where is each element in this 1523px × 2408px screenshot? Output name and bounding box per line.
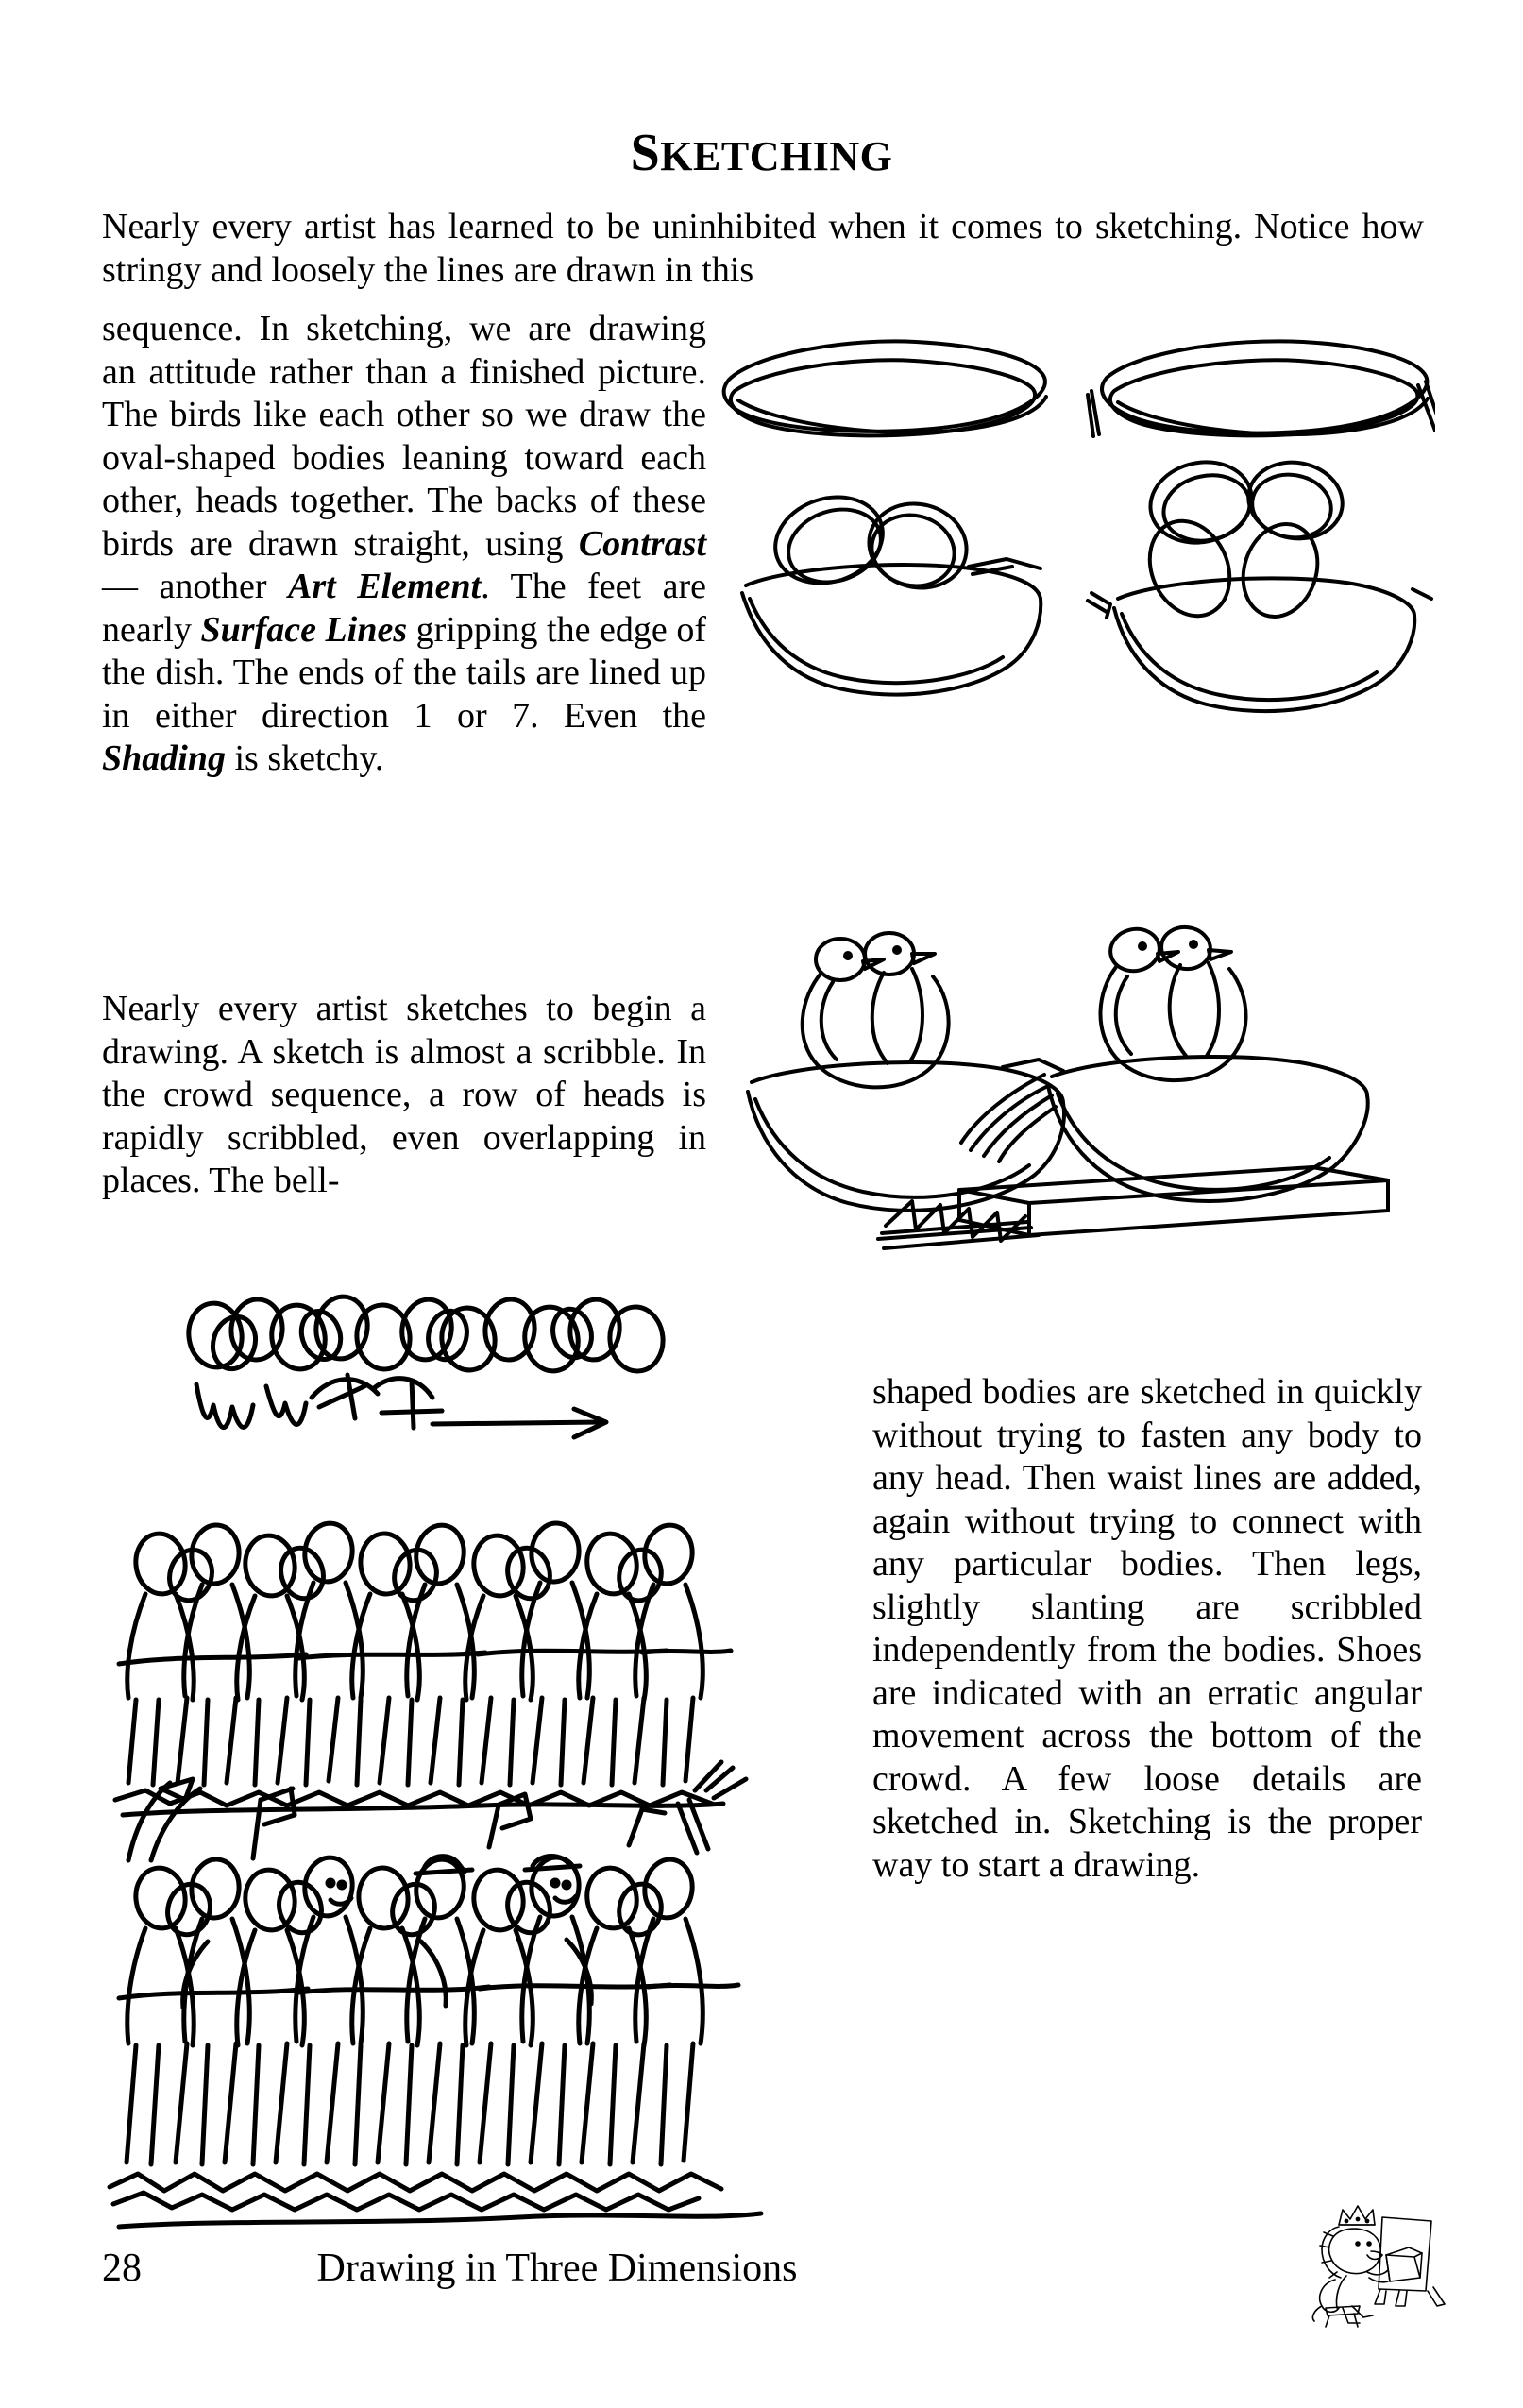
right-paragraph-text: shaped bodies are sketched in quickly without trying to fasten any body to any head. Then waist lines are added, again without trying to connect with any particular bodies. Then legs, slightly slanting are scribbled independently from the bodies. Shoes are indicated with an erratic angular movement across the bottom of the crowd. A few loose details are sketched in. Sketching is the proper way to start a drawing. (872, 1372, 1422, 1885)
left-p1-c: . The feet are nearly (102, 567, 706, 650)
term-contrast: Contrast (578, 523, 706, 564)
page-title (0, 123, 1523, 182)
page-number: 28 (102, 2247, 142, 2290)
term-art-element: Art Element (288, 567, 482, 606)
term-surface-lines: Surface Lines (200, 609, 408, 650)
left-p1-b: — another (102, 567, 289, 606)
intro-paragraph (102, 206, 1424, 292)
term-shading: Shading (102, 738, 226, 778)
left-p1-e: is sketchy. (225, 738, 384, 778)
right-column-paragraph (872, 1371, 1422, 1887)
left-paragraph-1 (102, 308, 706, 781)
left-column-paragraph-one (102, 308, 706, 781)
left-p1-d: gripping the edge of the dish. The ends of the tails are lined up in either direction 1 or 7. Even the (102, 609, 706, 736)
left-paragraph-2: Nearly every artist sketches to begin a drawing. A sketch is almost a scribble. In the crowd sequence, a row of heads is rapidly scribbled, even overlapping in places. The bell- (102, 989, 706, 1200)
intro-paragraph-text: Nearly every artist has learned to be uninhibited when it comes to sketching. Notice how stringy and loosely the lines are drawn in this (102, 207, 1424, 290)
book-title: Drawing in Three Dimensions (316, 2247, 798, 2290)
illustration-finished-birds (727, 907, 1435, 1284)
page-title-initial: S (630, 123, 661, 182)
left-column-paragraph-two (102, 988, 706, 1203)
left-p1-a: sequence. In sketching, we are drawing an attitude rather than a finished picture. The birds like each other so we draw the oval-shaped bodies leaning toward each other, heads together. The backs of these birds are drawn straight, using (102, 309, 706, 564)
illustration-scribbled-heads (179, 1294, 746, 1501)
page-footer (0, 2246, 1523, 2312)
illustration-dishes (718, 332, 1435, 918)
page-title-rest: KETCHING (660, 132, 893, 179)
illustration-crowd-detailed (94, 1747, 831, 2276)
